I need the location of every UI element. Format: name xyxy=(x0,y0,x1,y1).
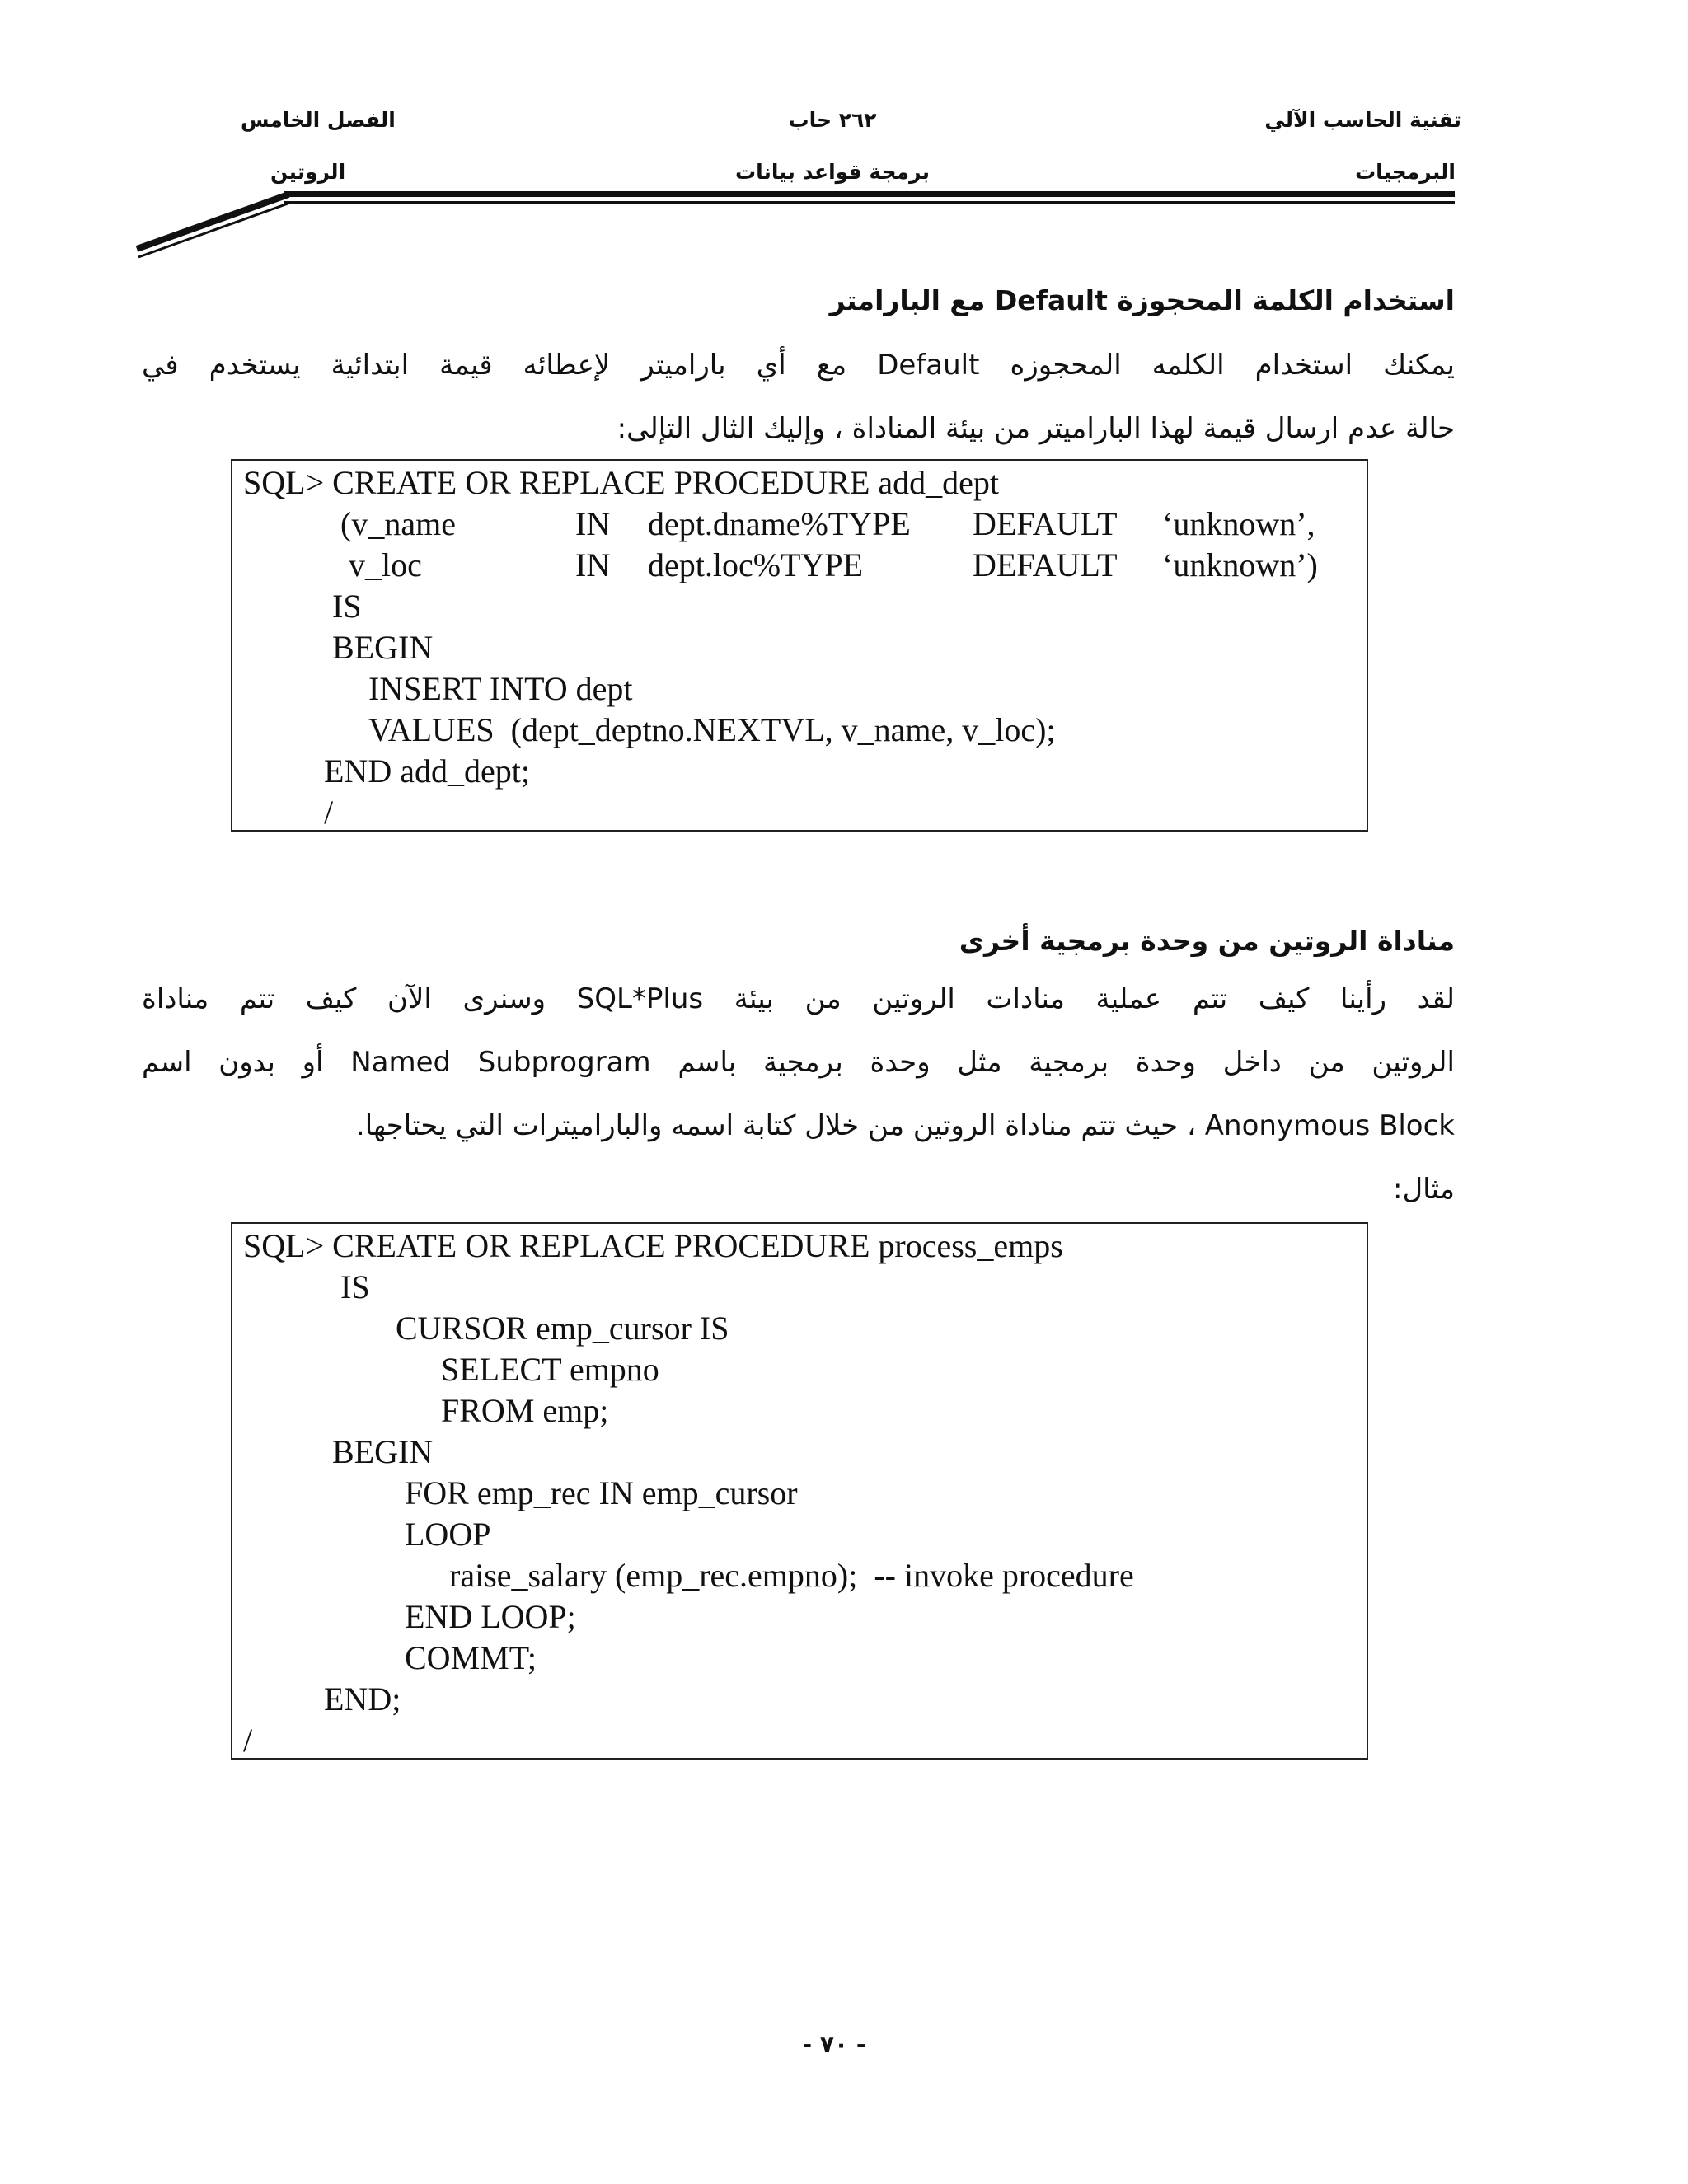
header-course-code: ٢٦٢ حاب xyxy=(788,108,877,132)
header-chapter-topic: الروتين xyxy=(270,160,346,184)
code-line: DEFAULT xyxy=(973,546,1118,583)
code-line: FROM emp; xyxy=(441,1392,609,1429)
code-line: ‘unknown’, xyxy=(1162,505,1315,542)
section2-example-label: مثال: xyxy=(1393,1173,1455,1206)
code-line: raise_salary (emp_rec.empno); -- invoke procedure xyxy=(449,1557,1134,1594)
section2-heading: مناداة الروتين من وحدة برمجية أخرى xyxy=(959,925,1455,957)
page-number: - ٧٠ - xyxy=(802,2031,866,2058)
header-rule-slant xyxy=(132,188,297,260)
code-line: END add_dept; xyxy=(324,752,530,790)
code-line: COMMT; xyxy=(405,1639,537,1676)
code-line: dept.loc%TYPE xyxy=(648,546,864,583)
code-line: / xyxy=(324,794,334,831)
code-line: END LOOP; xyxy=(405,1598,576,1635)
section1-paragraph-line-1: يمكنك استخدام الكلمه المحجوزه Default مع أي باراميتر لإعطائه قيمة ابتدائية يستخدم في xyxy=(142,349,1455,382)
code-line: DEFAULT xyxy=(973,505,1118,542)
code-line: LOOP xyxy=(405,1516,491,1553)
code-line: / xyxy=(243,1722,253,1759)
header-rule-thin xyxy=(284,201,1455,204)
code-line: END; xyxy=(324,1680,401,1718)
section1-paragraph-line-2: حالة عدم ارسال قيمة لهذا الباراميتر من بيئة المناداة ، وإليك الثال التإلى: xyxy=(617,412,1455,445)
code-line: IS xyxy=(340,1268,370,1305)
code-line: INSERT INTO dept xyxy=(368,670,633,707)
code-line: SQL> CREATE OR REPLACE PROCEDURE add_dept xyxy=(243,464,1000,501)
code-line: BEGIN xyxy=(332,1433,434,1470)
code-line: SELECT empno xyxy=(441,1351,659,1388)
code-line: CURSOR emp_cursor IS xyxy=(396,1310,729,1347)
code-line: IN xyxy=(575,546,611,583)
code-line: ‘unknown’) xyxy=(1162,546,1318,583)
header-specialization: البرمجيات xyxy=(1355,160,1456,184)
header-chapter: الفصل الخامس xyxy=(241,108,396,132)
header-course-title: برمجة قواعد بيانات xyxy=(734,160,931,184)
section1-heading: استخدام الكلمة المحجوزة Default مع البارامتر xyxy=(829,284,1455,316)
code-line: dept.dname%TYPE xyxy=(648,505,911,542)
header-department: تقنية الحاسب الآلي xyxy=(1264,108,1461,132)
section2-paragraph-line-2: الروتين من داخل وحدة برمجية مثل وحدة برمجية باسم Named Subprogram أو بدون اسم xyxy=(142,1046,1455,1079)
code-line: BEGIN xyxy=(332,629,434,666)
section2-paragraph-line-3: Anonymous Block ، حيث تتم مناداة الروتين من خلال كتابة اسمه والباراميترات التي يحتاجها. xyxy=(355,1109,1455,1142)
code-line: FOR emp_rec IN emp_cursor xyxy=(405,1474,798,1511)
header-rule-thick xyxy=(284,191,1455,197)
code-box-process-emps xyxy=(231,1222,1368,1760)
code-line: SQL> CREATE OR REPLACE PROCEDURE process_emps xyxy=(243,1227,1063,1264)
code-line: IN xyxy=(575,505,611,542)
code-line: v_loc xyxy=(349,546,422,583)
code-line: (v_name xyxy=(340,505,456,542)
section2-paragraph-line-1: لقد رأينا كيف تتم عملية منادات الروتين من بيئة SQL*Plus وسنرى الآن كيف تتم مناداة xyxy=(142,982,1456,1015)
code-line: IS xyxy=(332,588,362,625)
code-line: VALUES (dept_deptno.NEXTVL, v_name, v_loc); xyxy=(368,711,1056,748)
